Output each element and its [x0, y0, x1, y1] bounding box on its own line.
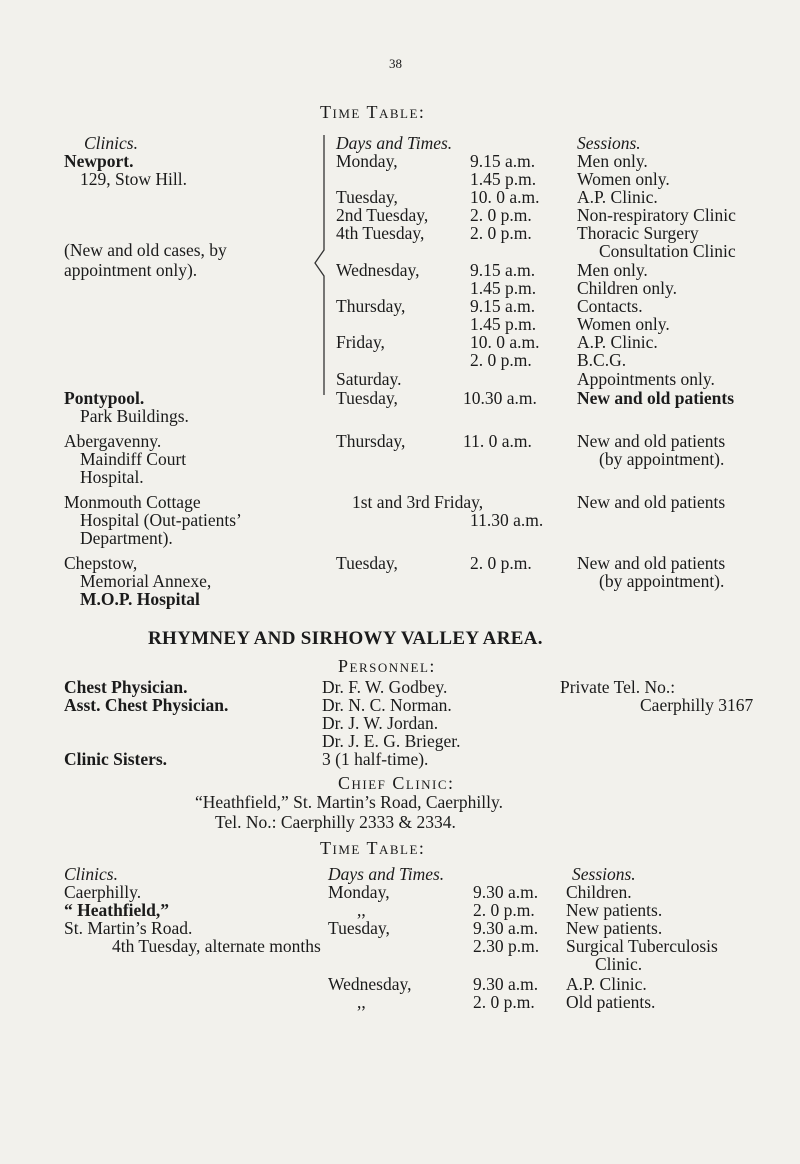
row-time: 10. 0 a.m.: [470, 332, 540, 352]
row-day: Tuesday,: [336, 187, 398, 207]
personnel-title: Personnel:: [338, 656, 436, 676]
clinic-pontypool-address: Park Buildings.: [80, 406, 189, 426]
row-session: New and old patients: [577, 492, 726, 512]
row-session: Children.: [566, 882, 632, 902]
chief-clinic-address: “Heathfield,” St. Martin’s Road, Caerphilly.: [195, 792, 503, 812]
row-time: 2. 0 p.m.: [473, 992, 535, 1012]
time-table-title: Time Table:: [320, 102, 426, 122]
sessions-header-2: Sessions.: [572, 864, 636, 884]
row-time: 9.15 a.m.: [470, 296, 536, 316]
row-session2: (by appointment).: [599, 449, 725, 469]
row-day: Tuesday,: [328, 918, 390, 938]
clinic-abergavenny-line3: Hospital.: [80, 467, 144, 487]
row-time: 10. 0 a.m.: [470, 187, 540, 207]
clinic-newport: Newport.: [64, 151, 134, 171]
clinics-header: Clinics.: [84, 133, 138, 153]
row-day: Saturday.: [336, 369, 402, 389]
row-session: B.C.G.: [577, 350, 627, 370]
clinic-chepstow-line3: M.O.P. Hospital: [80, 589, 200, 609]
sessions-header: Sessions.: [577, 133, 641, 153]
chief-clinic-tel: Tel. No.: Caerphilly 2333 & 2334.: [215, 812, 456, 832]
row-session: New and old patients: [577, 388, 735, 408]
row-time: 1.45 p.m.: [470, 169, 537, 189]
row-day: Wednesday,: [336, 260, 420, 280]
row-session: Men only.: [577, 151, 648, 171]
clinic-newport-address: 129, Stow Hill.: [80, 169, 187, 189]
chest-physician-label: Chest Physician.: [64, 677, 188, 697]
row-day: Thursday,: [336, 296, 406, 316]
row-day: 4th Tuesday, alternate months: [112, 936, 321, 956]
row-session: New and old patients: [577, 431, 726, 451]
row-day: Wednesday,: [328, 974, 412, 994]
row-day: Friday,: [336, 332, 385, 352]
brace-bracket: [312, 135, 328, 395]
days-times-header: Days and Times.: [336, 133, 453, 153]
row-session: A.P. Clinic.: [577, 187, 658, 207]
clinic-chepstow-line2: Memorial Annexe,: [80, 571, 212, 591]
row-time: 2. 0 p.m.: [470, 553, 532, 573]
row-session: Men only.: [577, 260, 648, 280]
row-session: Non-respiratory Clinic: [577, 205, 736, 225]
clinics-header-2: Clinics.: [64, 864, 118, 884]
row-time: 9.30 a.m.: [473, 974, 539, 994]
asst-chest-physician-label: Asst. Chest Physician.: [64, 695, 229, 715]
row-time: 11. 0 a.m.: [463, 431, 532, 451]
area-heading: RHYMNEY AND SIRHOWY VALLEY AREA.: [148, 628, 543, 649]
clinic-caerphilly-name: “ Heathfield,”: [64, 900, 169, 920]
doctor-brieger: Dr. J. E. G. Brieger.: [322, 731, 461, 751]
doctor-godbey: Dr. F. W. Godbey.: [322, 677, 448, 697]
doctor-jordan: Dr. J. W. Jordan.: [322, 713, 439, 733]
chief-clinic-title: Chief Clinic:: [338, 773, 455, 793]
row-time: 9.30 a.m.: [473, 918, 539, 938]
row-time: 2. 0 p.m.: [473, 900, 535, 920]
row-session: New and old patients: [577, 553, 726, 573]
page-number: 38: [389, 56, 402, 71]
row-session2: (by appointment).: [599, 571, 725, 591]
row-day: ,,: [357, 900, 366, 920]
row-time: 10.30 a.m.: [463, 388, 537, 408]
days-times-header-2: Days and Times.: [328, 864, 445, 884]
clinic-abergavenny-line2: Maindiff Court: [80, 449, 187, 469]
private-tel-label: Private Tel. No.:: [560, 677, 676, 697]
row-day: ,,: [357, 992, 366, 1012]
row-session: Women only.: [577, 169, 670, 189]
row-session: A.P. Clinic.: [566, 974, 647, 994]
row-session: Old patients.: [566, 992, 656, 1012]
row-session: Contacts.: [577, 296, 643, 316]
row-session: Women only.: [577, 314, 670, 334]
row-time: 2.30 p.m.: [473, 936, 540, 956]
row-session: Clinic.: [595, 954, 643, 974]
clinic-pontypool: Pontypool.: [64, 388, 145, 408]
row-time: 9.15 a.m.: [470, 260, 536, 280]
clinic-sisters-value: 3 (1 half-time).: [322, 749, 429, 769]
row-session: Surgical Tuberculosis: [566, 936, 718, 956]
row-time: 2. 0 p.m.: [470, 350, 532, 370]
row-time: 9.15 a.m.: [470, 151, 536, 171]
clinic-abergavenny: Abergavenny.: [64, 431, 162, 451]
row-time: 1.45 p.m.: [470, 314, 537, 334]
row-day: Tuesday,: [336, 553, 398, 573]
row-session: Consultation Clinic: [599, 241, 736, 261]
clinic-sisters-label: Clinic Sisters.: [64, 749, 168, 769]
clinic-monmouth-line3: Department).: [80, 528, 173, 548]
row-day: 4th Tuesday,: [336, 223, 425, 243]
row-time: 2. 0 p.m.: [470, 205, 532, 225]
clinic-chepstow: Chepstow,: [64, 553, 138, 573]
time-table-title-2: Time Table:: [320, 838, 426, 858]
clinic-caerphilly-address: St. Martin’s Road.: [64, 918, 193, 938]
row-time: 11.30 a.m.: [470, 510, 544, 530]
row-day: Tuesday,: [336, 388, 398, 408]
clinic-caerphilly: Caerphilly.: [64, 882, 142, 902]
row-session: Thoracic Surgery: [577, 223, 699, 243]
row-session: New patients.: [566, 918, 663, 938]
row-time: 2. 0 p.m.: [470, 223, 532, 243]
row-session: A.P. Clinic.: [577, 332, 658, 352]
clinic-monmouth-line2: Hospital (Out-patients’: [80, 510, 242, 530]
doctor-norman: Dr. N. C. Norman.: [322, 695, 452, 715]
private-tel-value: Caerphilly 3167: [640, 695, 754, 715]
row-day: Monday,: [328, 882, 390, 902]
clinic-monmouth: Monmouth Cottage: [64, 492, 201, 512]
row-time: 9.30 a.m.: [473, 882, 539, 902]
row-session: New patients.: [566, 900, 663, 920]
row-day: Thursday,: [336, 431, 406, 451]
row-day: 1st and 3rd Friday,: [352, 492, 484, 512]
clinic-newport-note: (New and old cases, by: [64, 240, 227, 260]
row-session: Appointments only.: [577, 369, 715, 389]
row-session: Children only.: [577, 278, 677, 298]
row-day: Monday,: [336, 151, 398, 171]
row-day: 2nd Tuesday,: [336, 205, 429, 225]
clinic-newport-note2: appointment only).: [64, 260, 198, 280]
row-time: 1.45 p.m.: [470, 278, 537, 298]
